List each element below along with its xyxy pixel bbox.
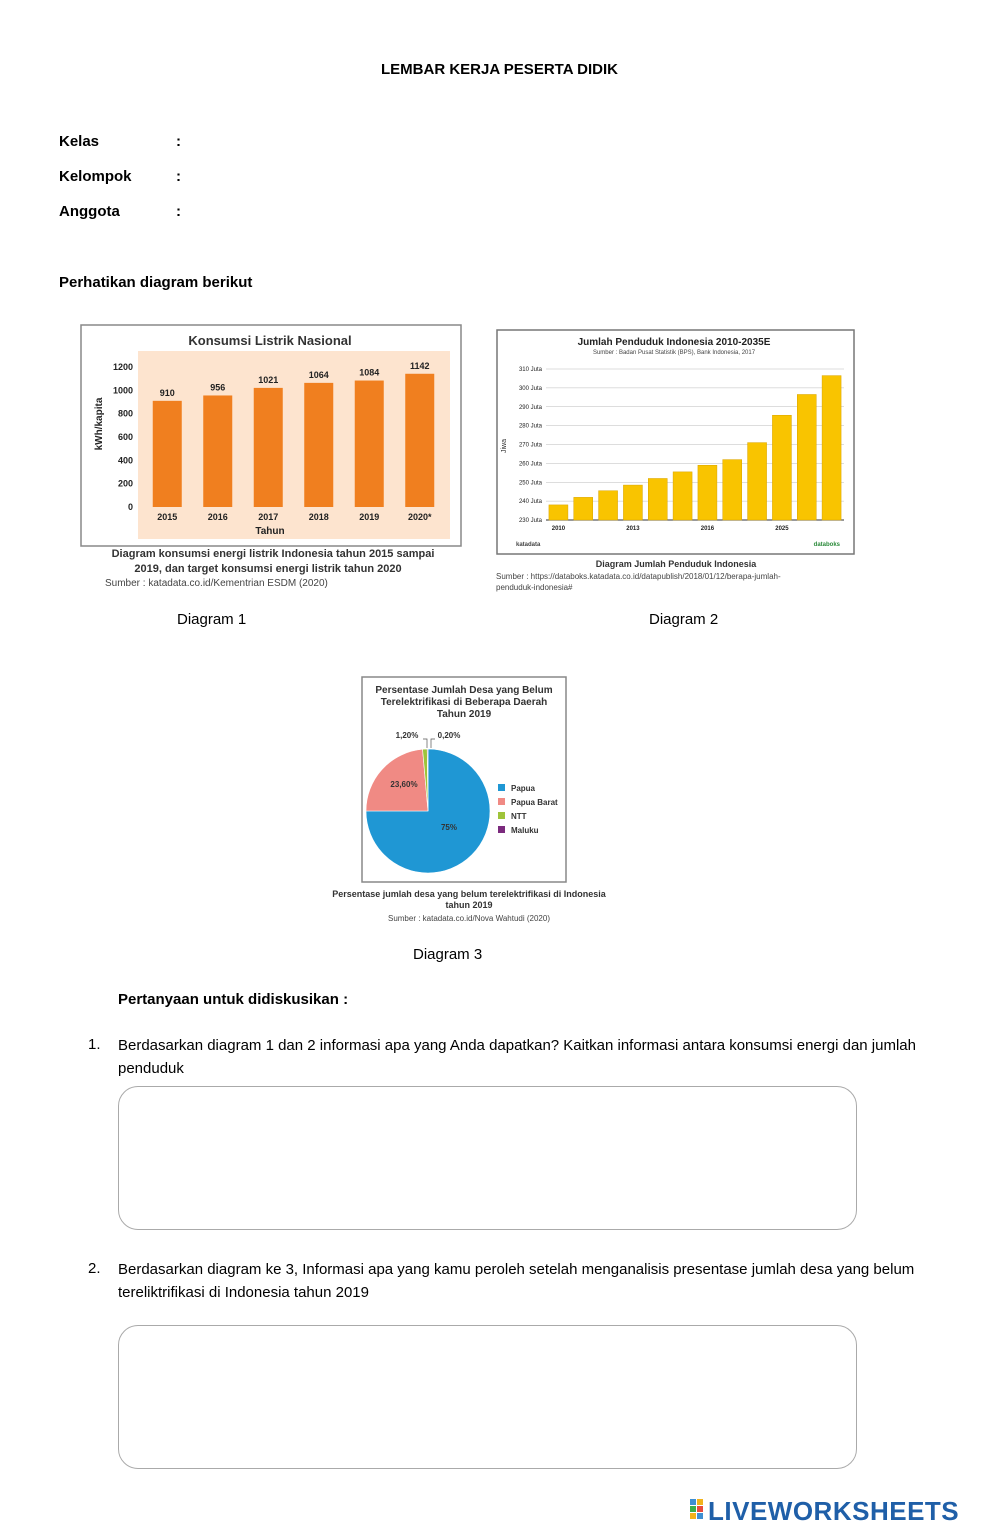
chart1-caption-line2: 2019, dan target konsumsi energi listrik tahun 2020	[134, 563, 402, 575]
diagram-1-electricity-chart	[80, 324, 465, 594]
instruction-text: Perhatikan diagram berikut	[59, 274, 253, 291]
legend-label-maluku: Maluku	[511, 826, 539, 835]
chart1-value-label: 910	[159, 387, 175, 398]
chart1-value-label: 1142	[409, 360, 430, 371]
chart1-bar	[153, 401, 182, 507]
chart1-category-label: 2015	[157, 512, 178, 522]
caption-diagram-2: Diagram 2	[649, 611, 719, 628]
answer-box-2[interactable]	[118, 1325, 857, 1469]
chart1-value-label: 1084	[359, 367, 380, 378]
question-2-text: Berdasarkan diagram ke 3, Informasi apa yang kamu peroleh setelah menganalisis presentase jumlah desa yang belum tereliktrifikasi di Indonesia tahun 2019	[118, 1261, 915, 1301]
chart1-bar	[203, 395, 232, 507]
legend-swatch-maluku	[498, 826, 505, 833]
chart2-bar	[748, 443, 767, 520]
chart1-ytick: 1000	[112, 385, 133, 396]
diagram-2-population-chart	[494, 328, 859, 596]
question-2-number: 2.	[88, 1260, 101, 1277]
question-1-number: 1.	[88, 1036, 101, 1053]
field-label-kelas: Kelas	[59, 133, 100, 150]
chart1-ytick: 800	[117, 408, 133, 419]
chart2-bar	[599, 491, 618, 520]
chart3-label-maluku: 0,20%	[437, 731, 461, 740]
legend-swatch-papua-barat	[498, 798, 505, 805]
chart1-category-label: 2016	[207, 512, 228, 522]
chart1-ylabel: kWh/kapita	[94, 397, 105, 451]
chart1-ytick: 600	[117, 432, 133, 442]
chart1-title: Konsumsi Listrik Nasional	[188, 333, 352, 348]
chart1-plot-bg	[138, 351, 450, 539]
liveworksheets-logo	[690, 1496, 959, 1527]
chart3-title-line1: Persentase Jumlah Desa yang Belum	[375, 685, 553, 696]
chart1-category-label: 2020*	[407, 512, 432, 522]
legend-label-papua: Papua	[511, 784, 536, 793]
chart1-caption-line1: Diagram konsumsi energi listrik Indonesia tahun 2015 sampai	[111, 548, 435, 560]
chart3-caption-line1: Persentase jumlah desa yang belum terelektrifikasi di Indonesia	[332, 889, 606, 899]
chart1-ytick: 1200	[112, 362, 133, 372]
field-colon-anggota: :	[176, 203, 181, 220]
chart2-bar	[822, 376, 841, 520]
chart2-footer-left: katadata	[516, 542, 541, 548]
chart2-ytick: 250 Juta	[518, 480, 542, 487]
discussion-heading: Pertanyaan untuk didiskusikan :	[118, 991, 349, 1008]
chart3-title-line2: Terelektrifikasi di Beberapa Daerah	[380, 697, 548, 708]
chart2-bar	[648, 478, 667, 520]
chart1-ytick: 200	[117, 478, 133, 489]
chart1-bar	[254, 388, 283, 507]
legend-swatch-papua	[498, 784, 505, 791]
field-colon-kelompok: :	[176, 168, 181, 185]
liveworksheets-logo-text: LIVEWORKSHEETS	[708, 1496, 960, 1526]
chart1-category-label: 2017	[258, 512, 279, 522]
chart3-label-ntt: 1,20%	[395, 731, 419, 740]
chart1-value-label: 1064	[308, 369, 329, 380]
chart3-title-line3: Tahun 2019	[436, 709, 492, 720]
chart2-ytick: 300 Juta	[518, 385, 542, 392]
field-colon-kelas: :	[176, 133, 181, 150]
chart1-bar	[304, 383, 333, 507]
chart2-footer-right: databoks	[813, 542, 840, 548]
chart1-ytick: 400	[117, 455, 133, 466]
chart1-xlabel: Tahun	[255, 526, 285, 537]
chart2-source-line1: Sumber : https://databoks.katadata.co.id/datapublish/2018/01/12/berapa-jumlah-	[496, 572, 781, 581]
chart2-bar	[574, 497, 593, 520]
chart2-category-label: 2025	[775, 526, 789, 532]
chart1-value-label: 956	[210, 382, 226, 393]
chart2-ytick: 280 Juta	[518, 423, 542, 430]
caption-diagram-1: Diagram 1	[177, 611, 247, 628]
chart2-bar	[673, 472, 692, 520]
chart1-category-label: 2018	[308, 512, 329, 522]
chart2-bar	[623, 485, 642, 520]
caption-diagram-3: Diagram 3	[413, 946, 483, 963]
question-1-text: Berdasarkan diagram 1 dan 2 informasi apa yang Anda dapatkan? Kaitkan informasi antara konsumsi energi dan jumlah penduduk	[118, 1037, 916, 1077]
chart1-category-label: 2019	[359, 512, 380, 522]
answer-box-1[interactable]	[118, 1086, 857, 1230]
chart2-ytick: 270 Juta	[518, 442, 542, 449]
chart2-source-line2: penduduk-indonesia#	[496, 583, 573, 592]
chart2-bar	[723, 460, 742, 520]
chart2-ytick: 310 Juta	[518, 367, 542, 373]
chart2-bar	[549, 505, 568, 520]
chart1-ytick: 0	[127, 502, 133, 512]
chart2-category-label: 2010	[551, 526, 566, 532]
chart2-title: Jumlah Penduduk Indonesia 2010-2035E	[577, 337, 771, 348]
legend-label-ntt: NTT	[511, 812, 527, 821]
chart2-ytick: 230 Juta	[518, 518, 542, 524]
diagram-3-pie-chart	[325, 676, 615, 928]
chart2-ylabel: Jiwa	[501, 438, 508, 454]
chart1-source: Sumber : katadata.co.id/Kementrian ESDM (2020)	[105, 578, 328, 589]
field-label-kelompok: Kelompok	[59, 168, 132, 185]
chart2-ytick: 260 Juta	[518, 461, 542, 468]
chart2-category-label: 2013	[626, 526, 640, 532]
chart2-bar	[772, 415, 791, 520]
chart3-caption-line2: tahun 2019	[445, 900, 493, 910]
legend-label-papua-barat: Papua Barat	[511, 798, 558, 807]
chart1-value-label: 1021	[258, 374, 279, 385]
chart2-category-label: 2016	[700, 526, 715, 532]
chart2-caption: Diagram Jumlah Penduduk Indonesia	[595, 559, 757, 569]
legend-swatch-ntt	[498, 812, 505, 819]
chart2-subtitle: Sumber : Badan Pusat Statistik (BPS), Bank Indonesia, 2017	[592, 350, 756, 356]
chart1-bar	[355, 381, 384, 507]
worksheet-title: LEMBAR KERJA PESERTA DIDIK	[381, 61, 618, 78]
chart3-source: Sumber : katadata.co.id/Nova Wahtudi (2020)	[387, 914, 551, 923]
field-label-anggota: Anggota	[59, 203, 120, 220]
chart2-bar	[797, 394, 816, 520]
chart3-label-papua-barat: 23,60%	[390, 780, 418, 789]
chart2-ytick: 290 Juta	[518, 404, 542, 411]
chart2-ytick: 240 Juta	[518, 499, 542, 506]
chart3-label-papua: 75%	[440, 823, 458, 832]
chart2-bar	[698, 465, 717, 520]
chart1-bar	[405, 374, 434, 507]
